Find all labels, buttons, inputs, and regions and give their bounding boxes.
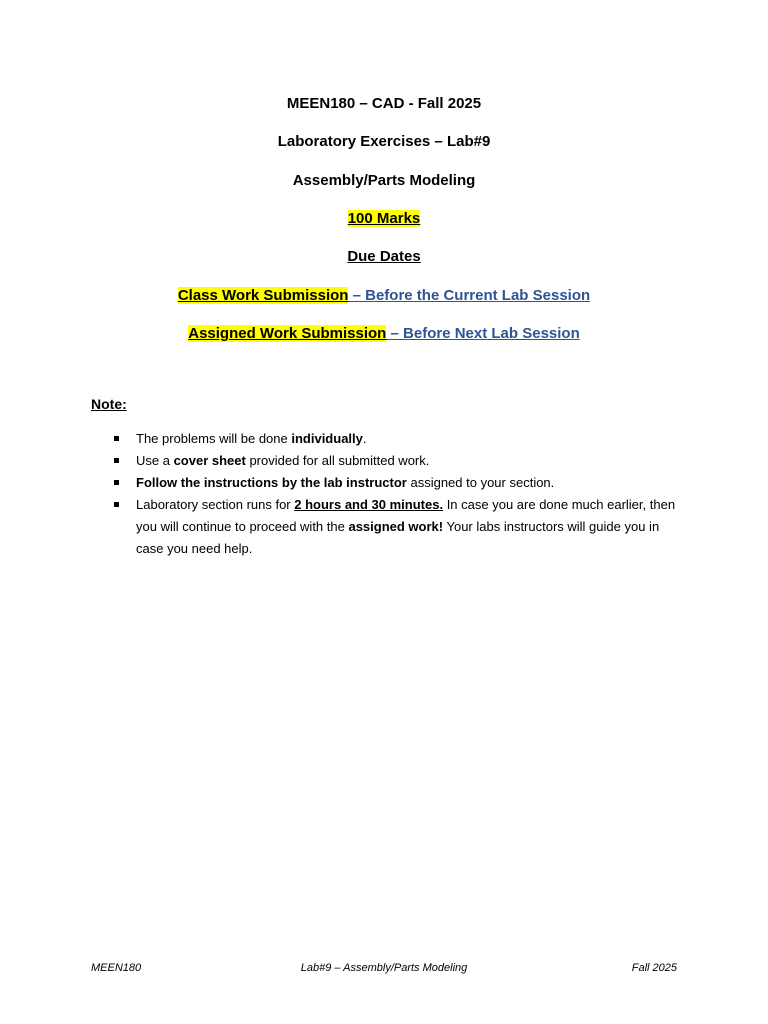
bullet-icon: [114, 480, 119, 485]
assigned-work-label: Assigned Work Submission: [188, 325, 387, 342]
topic-title: Assembly/Parts Modeling: [292, 172, 476, 189]
bullet-icon: [114, 502, 119, 507]
note-list: [114, 428, 684, 560]
footer-left: MEEN180: [91, 962, 142, 974]
list-item: Follow the instructions by the lab instructor assigned to your section.: [114, 472, 684, 494]
note-label: Note:: [91, 396, 127, 412]
bullet-icon: [114, 458, 119, 463]
class-work-line: [0, 286, 768, 306]
marks-line: [0, 209, 768, 229]
list-item: Laboratory section runs for 2 hours and 30 minutes. In case you are done much earlier, then you will continue to proceed with the assigned work! Your labs instructors will guide you in case you need help.: [114, 494, 684, 560]
due-dates-line: [0, 247, 768, 267]
due-dates-label: Due Dates: [347, 248, 421, 265]
class-work-label: Class Work Submission: [177, 287, 349, 304]
footer-right: Fall 2025: [631, 962, 677, 974]
lab-title: Laboratory Exercises – Lab#9: [277, 133, 491, 150]
course-title: MEEN180 – CAD - Fall 2025: [286, 95, 482, 112]
footer-center: Lab#9 – Assembly/Parts Modeling: [300, 962, 468, 974]
bullet-icon: [114, 436, 119, 441]
assigned-work-line: [0, 324, 768, 344]
list-item: The problems will be done individually.: [114, 428, 684, 450]
assigned-work-due-link[interactable]: – Before Next Lab Session: [386, 325, 580, 342]
list-item: Use a cover sheet provided for all submitted work.: [114, 450, 684, 472]
marks-text: 100 Marks: [347, 210, 421, 227]
class-work-due-link[interactable]: – Before the Current Lab Session: [348, 287, 591, 304]
